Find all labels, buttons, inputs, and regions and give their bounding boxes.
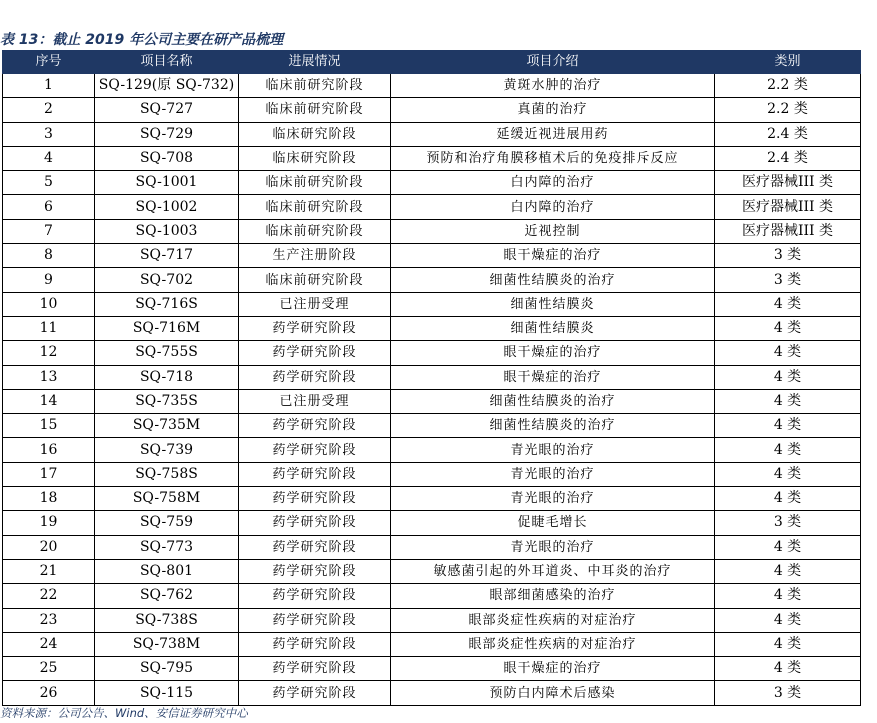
cell-progress: 药学研究阶段 (239, 365, 391, 389)
cell-description: 细菌性结膜炎的治疗 (391, 414, 715, 438)
cell-category: 4 类 (715, 292, 861, 316)
cell-description: 眼干燥症的治疗 (391, 341, 715, 365)
table-row (3, 487, 861, 511)
cell-project-name: SQ-758S (95, 462, 239, 486)
cell-index: 23 (3, 608, 95, 632)
table-row (3, 438, 861, 462)
cell-progress: 临床前研究阶段 (239, 98, 391, 122)
cell-project-name: SQ-1002 (95, 195, 239, 219)
cell-category: 4 类 (715, 316, 861, 340)
cell-index: 1 (3, 74, 95, 98)
cell-progress: 药学研究阶段 (239, 414, 391, 438)
table-row (3, 389, 861, 413)
cell-description: 近视控制 (391, 219, 715, 243)
cell-project-name: SQ-735M (95, 414, 239, 438)
cell-index: 24 (3, 632, 95, 656)
cell-progress: 药学研究阶段 (239, 462, 391, 486)
cell-project-name: SQ-795 (95, 657, 239, 681)
cell-project-name: SQ-718 (95, 365, 239, 389)
cell-description: 青光眼的治疗 (391, 438, 715, 462)
table-row (3, 681, 861, 705)
table-row (3, 535, 861, 559)
header-description: 项目介绍 (391, 51, 715, 74)
cell-progress: 药学研究阶段 (239, 608, 391, 632)
cell-project-name: SQ-759 (95, 511, 239, 535)
cell-project-name: SQ-708 (95, 146, 239, 170)
header-project-name: 项目名称 (95, 51, 239, 74)
cell-project-name: SQ-762 (95, 584, 239, 608)
table-row (3, 74, 861, 98)
cell-project-name: SQ-716S (95, 292, 239, 316)
cell-index: 16 (3, 438, 95, 462)
cell-progress: 已注册受理 (239, 292, 391, 316)
cell-category: 2.4 类 (715, 122, 861, 146)
cell-index: 14 (3, 389, 95, 413)
header-index: 序号 (3, 51, 95, 74)
cell-index: 2 (3, 98, 95, 122)
cell-category: 医疗器械III 类 (715, 195, 861, 219)
cell-category: 4 类 (715, 535, 861, 559)
cell-description: 青光眼的治疗 (391, 535, 715, 559)
cell-progress: 临床前研究阶段 (239, 74, 391, 98)
cell-description: 延缓近视进展用药 (391, 122, 715, 146)
cell-project-name: SQ-115 (95, 681, 239, 705)
cell-index: 19 (3, 511, 95, 535)
cell-progress: 药学研究阶段 (239, 632, 391, 656)
table-row (3, 632, 861, 656)
cell-category: 2.4 类 (715, 146, 861, 170)
cell-project-name: SQ-801 (95, 559, 239, 583)
table-title: 表 13：截止 2019 年公司主要在研产品梳理 (0, 32, 284, 48)
cell-project-name: SQ-739 (95, 438, 239, 462)
cell-progress: 药学研究阶段 (239, 657, 391, 681)
table-row (3, 608, 861, 632)
table-row (3, 292, 861, 316)
cell-progress: 药学研究阶段 (239, 584, 391, 608)
table-row (3, 98, 861, 122)
cell-category: 4 类 (715, 487, 861, 511)
cell-index: 17 (3, 462, 95, 486)
table-row (3, 341, 861, 365)
cell-category: 4 类 (715, 632, 861, 656)
products-table (2, 50, 861, 706)
cell-description: 眼部细菌感染的治疗 (391, 584, 715, 608)
cell-description: 真菌的治疗 (391, 98, 715, 122)
table-row (3, 122, 861, 146)
cell-progress: 临床研究阶段 (239, 122, 391, 146)
cell-project-name: SQ-702 (95, 268, 239, 292)
cell-description: 青光眼的治疗 (391, 487, 715, 511)
table-header-row (3, 51, 861, 74)
cell-description: 细菌性结膜炎 (391, 316, 715, 340)
cell-index: 10 (3, 292, 95, 316)
cell-description: 预防白内障术后感染 (391, 681, 715, 705)
cell-index: 3 (3, 122, 95, 146)
cell-category: 医疗器械III 类 (715, 219, 861, 243)
cell-category: 医疗器械III 类 (715, 171, 861, 195)
table-row (3, 219, 861, 243)
cell-description: 白内障的治疗 (391, 195, 715, 219)
cell-category: 4 类 (715, 608, 861, 632)
cell-description: 敏感菌引起的外耳道炎、中耳炎的治疗 (391, 559, 715, 583)
table-row (3, 462, 861, 486)
table-row (3, 414, 861, 438)
table-row (3, 195, 861, 219)
cell-project-name: SQ-758M (95, 487, 239, 511)
cell-category: 4 类 (715, 414, 861, 438)
cell-category: 4 类 (715, 341, 861, 365)
cell-index: 9 (3, 268, 95, 292)
cell-index: 6 (3, 195, 95, 219)
cell-category: 4 类 (715, 438, 861, 462)
cell-progress: 生产注册阶段 (239, 244, 391, 268)
cell-index: 22 (3, 584, 95, 608)
cell-progress: 临床前研究阶段 (239, 268, 391, 292)
cell-project-name: SQ-738S (95, 608, 239, 632)
cell-description: 细菌性结膜炎的治疗 (391, 268, 715, 292)
cell-category: 3 类 (715, 244, 861, 268)
cell-project-name: SQ-716M (95, 316, 239, 340)
cell-progress: 临床研究阶段 (239, 146, 391, 170)
cell-project-name: SQ-755S (95, 341, 239, 365)
cell-index: 15 (3, 414, 95, 438)
table-row (3, 171, 861, 195)
cell-progress: 药学研究阶段 (239, 316, 391, 340)
cell-index: 26 (3, 681, 95, 705)
header-progress: 进展情况 (239, 51, 391, 74)
cell-description: 白内障的治疗 (391, 171, 715, 195)
table-row (3, 365, 861, 389)
cell-progress: 药学研究阶段 (239, 535, 391, 559)
header-category: 类别 (715, 51, 861, 74)
table-row (3, 657, 861, 681)
cell-description: 预防和治疗角膜移植术后的免疫排斥反应 (391, 146, 715, 170)
table-row (3, 584, 861, 608)
cell-project-name: SQ-735S (95, 389, 239, 413)
cell-project-name: SQ-773 (95, 535, 239, 559)
cell-category: 2.2 类 (715, 74, 861, 98)
cell-description: 眼干燥症的治疗 (391, 244, 715, 268)
cell-category: 4 类 (715, 559, 861, 583)
cell-progress: 药学研究阶段 (239, 511, 391, 535)
cell-category: 4 类 (715, 389, 861, 413)
cell-progress: 药学研究阶段 (239, 681, 391, 705)
cell-progress: 药学研究阶段 (239, 341, 391, 365)
cell-index: 21 (3, 559, 95, 583)
cell-index: 13 (3, 365, 95, 389)
cell-project-name: SQ-738M (95, 632, 239, 656)
cell-category: 3 类 (715, 511, 861, 535)
cell-description: 细菌性结膜炎 (391, 292, 715, 316)
cell-index: 4 (3, 146, 95, 170)
table-row (3, 268, 861, 292)
cell-category: 4 类 (715, 365, 861, 389)
cell-category: 3 类 (715, 681, 861, 705)
cell-progress: 药学研究阶段 (239, 559, 391, 583)
cell-description: 眼部炎症性疾病的对症治疗 (391, 608, 715, 632)
cell-index: 12 (3, 341, 95, 365)
cell-project-name: SQ-729 (95, 122, 239, 146)
cell-category: 4 类 (715, 462, 861, 486)
table-row (3, 316, 861, 340)
cell-description: 促睫毛增长 (391, 511, 715, 535)
table-row (3, 244, 861, 268)
cell-progress: 已注册受理 (239, 389, 391, 413)
cell-index: 11 (3, 316, 95, 340)
cell-category: 4 类 (715, 584, 861, 608)
cell-description: 黄斑水肿的治疗 (391, 74, 715, 98)
cell-description: 青光眼的治疗 (391, 462, 715, 486)
cell-index: 25 (3, 657, 95, 681)
cell-project-name: SQ-1001 (95, 171, 239, 195)
cell-progress: 药学研究阶段 (239, 438, 391, 462)
cell-progress: 药学研究阶段 (239, 487, 391, 511)
cell-description: 眼干燥症的治疗 (391, 657, 715, 681)
table-row (3, 146, 861, 170)
cell-project-name: SQ-1003 (95, 219, 239, 243)
table-row (3, 559, 861, 583)
cell-project-name: SQ-727 (95, 98, 239, 122)
cell-description: 眼部炎症性疾病的对症治疗 (391, 632, 715, 656)
cell-project-name: SQ-717 (95, 244, 239, 268)
cell-project-name: SQ-129(原 SQ-732) (95, 74, 239, 98)
cell-progress: 临床前研究阶段 (239, 219, 391, 243)
source-note: 资料来源：公司公告、Wind、安信证券研究中心 (0, 706, 248, 720)
cell-category: 3 类 (715, 268, 861, 292)
cell-category: 2.2 类 (715, 98, 861, 122)
cell-description: 细菌性结膜炎的治疗 (391, 389, 715, 413)
cell-index: 5 (3, 171, 95, 195)
cell-progress: 临床前研究阶段 (239, 171, 391, 195)
cell-progress: 临床前研究阶段 (239, 195, 391, 219)
cell-description: 眼干燥症的治疗 (391, 365, 715, 389)
cell-category: 4 类 (715, 657, 861, 681)
cell-index: 20 (3, 535, 95, 559)
table-row (3, 511, 861, 535)
cell-index: 8 (3, 244, 95, 268)
cell-index: 7 (3, 219, 95, 243)
cell-index: 18 (3, 487, 95, 511)
